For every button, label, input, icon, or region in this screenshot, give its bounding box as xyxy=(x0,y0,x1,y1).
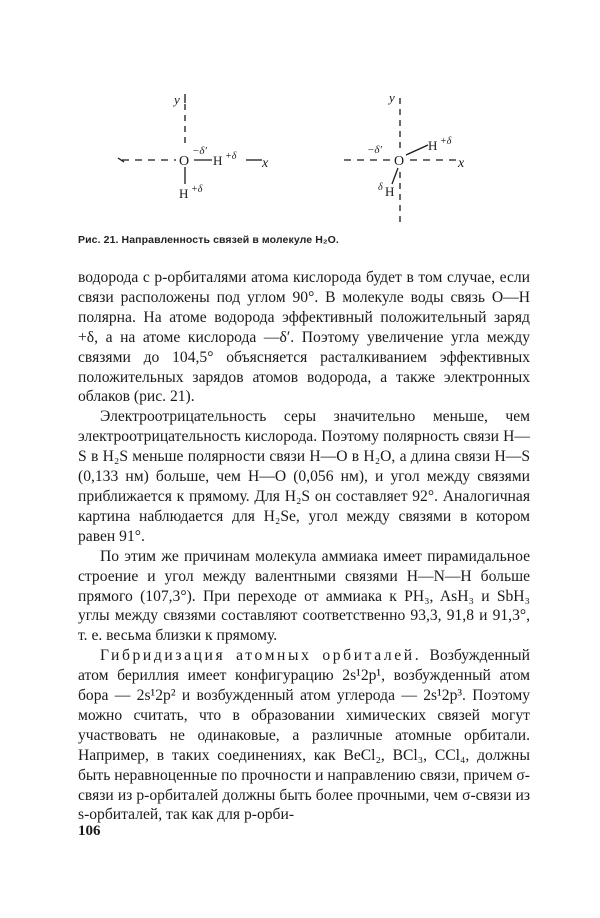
right-hydrogen-upper-charge: +δ xyxy=(440,136,452,147)
left-water-diagram xyxy=(118,104,262,184)
paragraph-water-polarity: водорода с p-орбиталями атома кислорода будет в том случае, если связи расположены под углом 90°. В молекуле воды связь O—H полярна. На атоме водорода эффективный положительный заряд +δ, а на атоме кислорода —δ′. Поэтому увеличение угла между связями до 104,5° объясняется расталкиванием эффективных положительных зарядов атомов водорода, а также электронных облаков (рис. 21). xyxy=(78,269,530,406)
left-hydrogen-bottom: H xyxy=(179,186,189,201)
hybridization-heading: Гибридизация атомных орбиталей. xyxy=(100,647,422,665)
left-hydrogen-bottom-charge: +δ xyxy=(191,184,203,195)
molecule-diagram xyxy=(0,0,600,232)
right-oxygen-label: O xyxy=(394,154,405,169)
figure-21 xyxy=(0,0,600,260)
page-number: 106 xyxy=(78,823,101,839)
right-oxygen-charge: −δ′ xyxy=(367,144,382,156)
left-y-label: y xyxy=(174,92,180,107)
left-x-label: x xyxy=(262,156,269,171)
paragraph-ammonia: По этим же причинам молекула аммиака имеет пирамидальное строение и угол между валентными связями H—N—H больше прямого (107,3°). При переходе от аммиака к PH₃, AsH₃ и SbH₃ углы между связями составляют соответственно 93,3, 91,8 и 91,3°, т. е. весьма близки к прямому. xyxy=(78,547,530,645)
left-oxygen-label: O xyxy=(179,154,190,169)
paragraph-hybridization xyxy=(78,646,530,825)
right-oh-bond-lower xyxy=(392,168,398,184)
right-hydrogen-upper: H xyxy=(428,138,438,153)
left-hydrogen-right-charge: +δ xyxy=(225,151,237,162)
left-oxygen-charge: −δ′ xyxy=(192,145,207,157)
paragraph-sulfur: Электроотрицательность серы значительно меньше, чем электроотрицательность кислорода. Поэтому полярность связи H—S в H₂S меньше полярности связи H—O в H₂O, а длина связи H—S (0,133 нм) больше, чем H—O (0,056 нм), и угол между связями приближается к прямому. Для H₂S он составляет 92°. Аналогичная картина наблюдается для H₂Se, угол между связями в котором равен 91°. xyxy=(78,408,530,545)
right-x-label: x xyxy=(458,156,465,171)
right-hydrogen-lower-charge: δ xyxy=(378,182,383,193)
body-text xyxy=(78,268,530,825)
right-oh-bond-upper xyxy=(406,145,428,155)
left-hydrogen-right: H xyxy=(213,153,223,168)
hybridization-text: Возбужденный атом бериллия имеет конфигурацию 2s¹2p¹, возбужденный атом бора — 2s¹2p² и возбужденный атом углерода — 2s¹2p³. Поэтому можно считать, что в образовании химических связей могут участвовать не одинаковые, а различные атомные орбитали. Например, в таких соединениях, как BeCl₂, BCl₃, CCl₄, должны быть неравноценные по прочности и направлению связи, причем σ-связи из p-орбиталей должны быть более прочными, чем σ-связи из s-орбиталей, так как для p-орби- xyxy=(78,647,530,824)
right-hydrogen-lower: H xyxy=(385,184,395,199)
right-y-label: y xyxy=(389,90,395,105)
figure-caption: Рис. 21. Направленность связей в молекуле H₂O. xyxy=(78,234,339,246)
